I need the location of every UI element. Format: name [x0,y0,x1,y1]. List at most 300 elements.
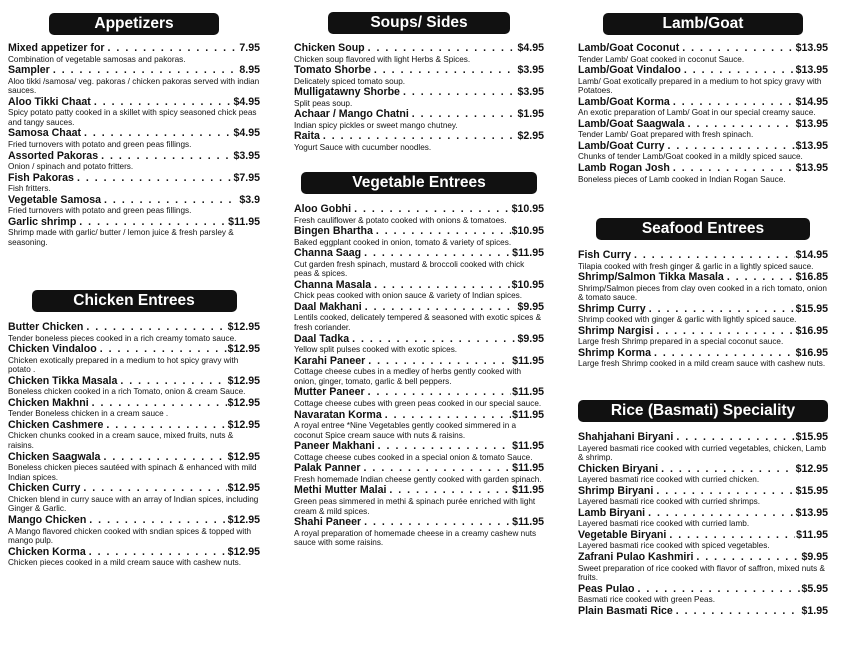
item-description: Spicy potato patty cooked in a skillet with spicy seasoned chick peas and tangy sauces. [8,108,257,127]
dot-leader [656,325,794,338]
menu-item-row [578,325,828,338]
item-description: Shrimp cooked with ginger & garlic with lightly spiced sauce. [578,315,797,325]
menu-item [578,271,828,303]
item-description: Large fresh Shrimp cooked in a mild cream sauce with cashew nuts. [578,359,826,369]
menu-item-row [294,516,544,529]
item-description: Chicken blend in curry sauce with an array of Indian spices, including Ginger & Garlic. [8,494,259,514]
item-name: Daal Makhani [294,300,362,313]
dot-leader [94,96,233,109]
menu-item [8,42,260,64]
item-price: $4.95 [517,42,544,54]
menu-item [8,127,260,149]
dot-leader [108,42,239,55]
item-price: $4.95 [233,127,260,140]
menu-item-row [294,301,544,314]
menu-item [578,551,828,583]
item-price: $13.95 [795,139,828,152]
item-price: $12.95 [227,343,260,356]
item-name: Garlic shrimp [8,215,77,228]
item-name: Chicken Makhni [8,396,89,409]
menu-item [578,583,828,605]
item-description: Cut garden fresh spinach, mustard & broccoli cooked with chick peas & spices. [294,259,525,279]
menu-item-row [578,551,828,564]
menu-item-row [8,96,260,109]
dot-leader [389,484,511,497]
dot-leader [673,96,795,109]
item-description: Aloo tikki /samosa/ veg. pakoras / chicken pakoras served with indian sauces. [8,76,260,96]
dot-leader [53,64,239,77]
item-name: Shrimp Nargisi [578,324,654,337]
dot-leader [656,485,794,498]
dot-leader [412,108,517,121]
item-price: $13.95 [795,162,828,175]
dot-leader [661,463,795,476]
item-name: Chicken Cashmere [8,418,104,431]
item-price: $16.95 [795,346,828,359]
item-name: Methi Mutter Malai [294,484,387,497]
menu-item-row [294,130,544,143]
item-price: 7.95 [239,42,260,54]
menu-item-row [8,375,260,388]
item-description: Delicately spiced tomato soup. [294,76,406,86]
menu-item [294,484,544,516]
dot-leader [364,462,512,475]
menu-item-row [578,140,828,153]
dot-leader [89,514,226,527]
menu-item [8,172,260,194]
menu-item [294,108,544,130]
menu-item [8,64,260,96]
item-name: Achaar / Mango Chatni [294,108,409,121]
section-header: Seafood Entrees [596,218,810,240]
dot-leader [92,397,227,410]
menu-item-row [294,386,544,399]
menu-item-row [8,172,260,185]
item-description: Boneless pieces of Lamb cooked in Indian Rogan Sauce. [578,174,786,184]
menu-item-row [8,194,260,207]
menu-item [294,355,544,387]
item-price: $11.95 [796,528,828,541]
menu-item-row [294,42,544,55]
item-name: Lamb Biryani [578,506,646,519]
item-price: $9.95 [517,300,544,313]
item-price: $11.95 [512,247,544,260]
menu-item-row [8,482,260,495]
dot-leader [364,247,511,260]
item-name: Mutter Paneer [294,386,365,399]
menu-item [8,451,260,483]
dot-leader [79,216,227,229]
section-seafood-entrees [578,218,828,369]
dot-leader [368,355,511,368]
item-description: Chicken exotically prepared in a medium to hot spicy gravy with potato . [8,355,239,375]
menu-item [578,162,828,184]
item-name: Chicken Curry [8,482,81,495]
menu-item-row [294,225,544,238]
dot-leader [86,321,226,334]
item-price: $12.95 [227,418,260,431]
menu-item [578,463,828,485]
item-price: $9.95 [801,551,828,564]
item-name: Chicken Soup [294,42,365,54]
item-price: $11.95 [512,386,544,399]
item-price: $15.95 [795,484,828,497]
dot-leader [77,172,233,185]
menu-item [294,333,544,355]
item-description: Layered basmati rice cooked with curried lamb. [578,519,750,529]
item-description: Layered basmati rice cooked with curried vegetables, chicken, Lamb & shrimp. [578,443,827,463]
item-description: A royal preparation of homemade cheese in a creamy cashew nuts sauce with some raisins. [294,528,537,548]
item-description: A Mango flavored chicken cooked with sndian spices & topped with mango pulp. [8,526,252,546]
item-price: $1.95 [801,604,828,617]
menu-item [8,321,260,343]
item-price: $15.95 [795,431,828,443]
menu-item [294,225,544,247]
item-list [578,42,828,184]
menu-item [8,96,260,128]
section-appetizers [8,0,260,248]
menu-item [578,507,828,529]
menu-item [294,42,544,64]
item-price: $14.95 [795,95,828,108]
item-description: Tender boneless pieces cooked in a rich creamy tomato sauce. [8,333,237,343]
dot-leader [374,279,510,292]
menu-item-row [8,64,260,77]
item-price: $12.95 [227,482,260,495]
dot-leader [352,333,516,346]
item-list [578,431,828,617]
dot-leader [676,431,794,444]
menu-item-row [578,271,828,284]
dot-leader [323,130,517,143]
item-description: Shrimp made with garlic/ butter / lemon juice & fresh parsley & seasoning. [8,228,234,247]
menu-item-row [8,42,260,55]
item-description: Large fresh Shrimp prepared in a special coconut sauce. [578,337,784,347]
section-rice-speciality [578,400,828,617]
item-price: $11.95 [228,215,260,228]
item-name: Vegetable Biryani [578,528,667,541]
menu-item-row [294,440,544,453]
menu-item [294,247,544,279]
menu-item [578,96,828,118]
item-description: Chick peas cooked with onion sauce & variety of Indian spices. [294,291,523,301]
dot-leader [374,64,517,77]
item-price: $12.95 [227,514,260,527]
menu-item [578,42,828,64]
item-name: Bingen Bhartha [294,225,373,238]
item-name: Lamb/Goat Vindaloo [578,64,681,77]
dot-leader [385,409,511,422]
item-description: Tender Lamb/ Goat prepared with fresh spinach. [578,130,754,140]
menu-item [294,279,544,301]
item-price: $1.95 [517,108,544,121]
item-name: Shrimp Korma [578,346,651,359]
item-name: Peas Pulao [578,582,635,595]
menu-column-1 [8,0,260,568]
item-name: Chicken Biryani [578,462,659,475]
menu-item-row [294,86,544,99]
item-description: Layered basmati rice cooked with curried chicken. [578,475,760,485]
menu-item [8,375,260,397]
item-price: $12.95 [795,462,828,475]
item-price: $13.95 [795,117,828,130]
menu-item [8,150,260,172]
item-price: $10.95 [511,278,544,291]
dot-leader [106,419,226,432]
item-price: $12.95 [227,450,260,463]
menu-item-row [578,485,828,498]
menu-item [8,343,260,375]
item-name: Chicken Korma [8,545,86,558]
menu-item [8,419,260,451]
menu-item-row [578,249,828,262]
item-name: Samosa Chaat [8,127,82,140]
dot-leader [648,507,794,520]
item-name: Fish Pakoras [8,171,74,184]
menu-item [294,64,544,86]
dot-leader [403,86,517,99]
menu-item-row [294,247,544,260]
item-description: Yogurt Sauce with cucumber noodles. [294,142,432,152]
item-price: $11.95 [512,408,544,421]
item-description: Chicken pieces cooked in a mild cream sauce with cashew nuts. [8,558,241,568]
item-description: Chicken chunks cooked in a cream sauce, mixed fruits, nuts & raisins. [8,431,234,451]
dot-leader [696,551,800,564]
dot-leader [354,203,511,216]
menu-item-row [578,162,828,175]
section-header: Chicken Entrees [32,290,237,312]
dot-leader [688,118,795,131]
item-description: Fresh cauliflower & potato cooked with onions & tomatoes. [294,215,507,225]
menu-item-row [294,108,544,121]
menu-item-row [578,118,828,131]
item-name: Plain Basmati Rice [578,604,673,617]
item-price: $3.9 [239,193,260,206]
dot-leader [673,162,795,175]
dot-leader [84,127,232,140]
item-list [294,42,544,152]
menu-item [8,546,260,568]
dot-leader [104,194,238,207]
item-price: $3.95 [233,149,260,162]
item-description: Cottage cheese cubes with green peas cooked in our special sauce. [294,398,542,408]
item-price: $12.95 [227,374,260,387]
item-description: Fish fritters. [8,184,51,194]
dot-leader [682,42,794,55]
dot-leader [654,347,795,360]
item-description: A royal entree *Nine Vegetables gently cooked simmered in a coconut Spice cream sauce with nuts & raisins. [294,421,517,440]
item-price: $11.95 [512,354,544,367]
menu-item [294,409,544,441]
menu-item-row [578,347,828,360]
item-name: Lamb/Goat Curry [578,139,665,152]
item-list [8,321,260,568]
item-description: Green peas simmered in methi & spinach purée enriched with light cream & mild spices. [294,496,536,516]
menu-item-row [8,216,260,229]
item-name: Chicken Vindaloo [8,343,97,356]
section-soups-sides [294,0,544,152]
dot-leader [676,605,801,618]
item-description: Sweet preparation of rice cooked with flavor of saffron, mixed nuts & fruits. [578,563,825,583]
menu-item-row [8,419,260,432]
item-description: Tender Boneless chicken in a cream sauce . [8,409,169,419]
menu-item [294,301,544,333]
item-name: Aloo Tikki Chaat [8,95,91,108]
menu-item [294,440,544,462]
item-price: $12.95 [227,321,260,333]
item-price: $13.95 [795,42,828,54]
menu-item [578,303,828,325]
dot-leader [89,546,227,559]
section-chicken-entrees [8,290,260,568]
menu-item-row [8,546,260,559]
section-header: Appetizers [49,13,219,35]
dot-leader [368,386,512,399]
item-name: Shrimp Curry [578,302,646,315]
item-price: $10.95 [511,203,544,215]
dot-leader [365,301,517,314]
item-price: $12.95 [227,545,260,558]
item-name: Channa Saag [294,247,362,260]
menu-item [8,482,260,514]
item-description: Chicken soup flavored with light Herbs & Spices. [294,54,471,64]
item-name: Zafrani Pulao Kashmiri [578,551,694,564]
dot-leader [101,150,232,163]
menu-item-row [578,431,828,444]
item-price: $16.85 [795,271,828,284]
item-name: Channa Masala [294,278,372,291]
item-description: Cottage cheese cubes cooked in a special onion & tomato Sauce. [294,452,533,462]
menu-item-row [8,514,260,527]
item-price: $12.95 [227,396,260,409]
item-price: $11.95 [512,484,544,497]
section-header: Rice (Basmati) Speciality [578,400,828,422]
menu-item-row [294,484,544,497]
menu-column-3 [578,0,828,617]
dot-leader [649,303,795,316]
dot-leader [368,42,517,55]
item-description: Tilapia cooked with fresh ginger & garlic in a lightly spiced sauce. [578,261,814,271]
menu-item-row [578,507,828,520]
section-lamb-goat [578,0,828,184]
item-description: Split peas soup. [294,98,353,108]
item-name: Chicken Saagwala [8,450,101,463]
menu-item [8,514,260,546]
menu-item [294,462,544,484]
menu-item [294,86,544,108]
item-price: $2.95 [517,130,544,143]
item-description: Boneless chicken cooked in a rich Tomato, onion & cream Sauce. [8,387,246,397]
menu-item-row [578,583,828,596]
menu-item [294,386,544,408]
menu-item-row [578,42,828,55]
menu-item-row [578,64,828,77]
section-vegetable-entrees [294,172,544,548]
dot-leader [684,64,795,77]
menu-item-row [578,96,828,109]
item-description: Yellow split pulses cooked with exotic spices. [294,345,458,355]
item-name: Butter Chicken [8,321,84,333]
item-description: Tender Lamb/ Goat cooked in coconut Sauce. [578,54,745,64]
menu-item [578,118,828,140]
section-header: Soups/ Sides [328,12,510,34]
item-description: Shrimp/Salmon pieces from clay oven cooked in a rich tomato, onion & tomato sauce. [578,283,827,303]
item-price: $13.95 [795,506,828,519]
item-description: Cottage cheese cubes in a medley of herbs gently cooked with onion, ginger, tomato, garlic & bell peppers. [294,367,522,386]
item-list [8,42,260,248]
menu-item-row [294,462,544,475]
item-description: Fresh homemade Indian cheese gently cooked with garden spinach. [294,474,542,484]
item-description: Lentils cooked, delicately tempered & seasoned with exotic spices & fresh coriander. [294,313,542,333]
menu-item [294,203,544,225]
item-list [578,249,828,369]
dot-leader [669,529,795,542]
item-description: Layered basmati rice cooked with curried shrimps. [578,497,761,507]
item-description: Basmati rice cooked with green Peas. [578,595,715,605]
item-name: Fish Curry [578,249,631,261]
menu-item-row [8,451,260,464]
menu-item [8,194,260,216]
item-description: Lamb/ Goat exotically prepared in a medium to hot spicy gravy with Potatoes. [578,76,822,96]
item-name: Lamb/Goat Coconut [578,42,680,54]
menu-item [294,130,544,152]
item-name: Shrimp/Salmon Tikka Masala [578,271,724,284]
item-price: $9.95 [517,332,544,345]
item-name: Paneer Makhani [294,440,375,453]
item-name: Karahi Paneer [294,354,366,367]
menu-column-2 [294,0,544,548]
menu-item [8,397,260,419]
menu-item-row [294,409,544,422]
menu-item [578,485,828,507]
dot-leader [638,583,801,596]
item-list [294,203,544,548]
dot-leader [103,451,226,464]
menu-item-row [294,355,544,368]
item-name: Navaratan Korma [294,408,382,421]
item-name: Shrimp Biryani [578,484,654,497]
menu-item-row [578,605,828,618]
item-price: $5.95 [801,582,828,595]
item-name: Shahi Paneer [294,516,362,529]
dot-leader [378,440,512,453]
item-description: Boneless chicken pieces sautéed with spinach & enhanced with mild Indian spices. [8,463,257,482]
dot-leader [120,375,226,388]
menu-item-row [8,397,260,410]
item-description: Indian spicy pickles or sweet mango chutney. [294,120,458,130]
item-price: $7.95 [233,171,260,184]
item-price: $11.95 [512,516,544,529]
item-name: Mulligatawny Shorbe [294,86,400,99]
menu-item-row [294,333,544,346]
item-description: Chunks of tender Lamb/Goat cooked in a mildly spiced sauce. [578,152,803,162]
dot-leader [668,140,795,153]
item-price: $16.95 [795,324,828,337]
item-price: $11.95 [512,440,544,453]
item-price: $11.95 [512,462,544,475]
item-name: Aloo Gobhi [294,203,352,215]
menu-item [578,529,828,551]
menu-item [578,325,828,347]
menu-item-row [8,150,260,163]
item-name: Daal Tadka [294,332,350,345]
item-name: Sampler [8,64,50,77]
item-description: Combination of vegetable samosas and pakoras. [8,54,186,64]
menu-item [8,216,260,248]
item-price: $3.95 [517,64,544,77]
item-name: Lamb Rogan Josh [578,162,670,175]
menu-item-row [578,303,828,316]
